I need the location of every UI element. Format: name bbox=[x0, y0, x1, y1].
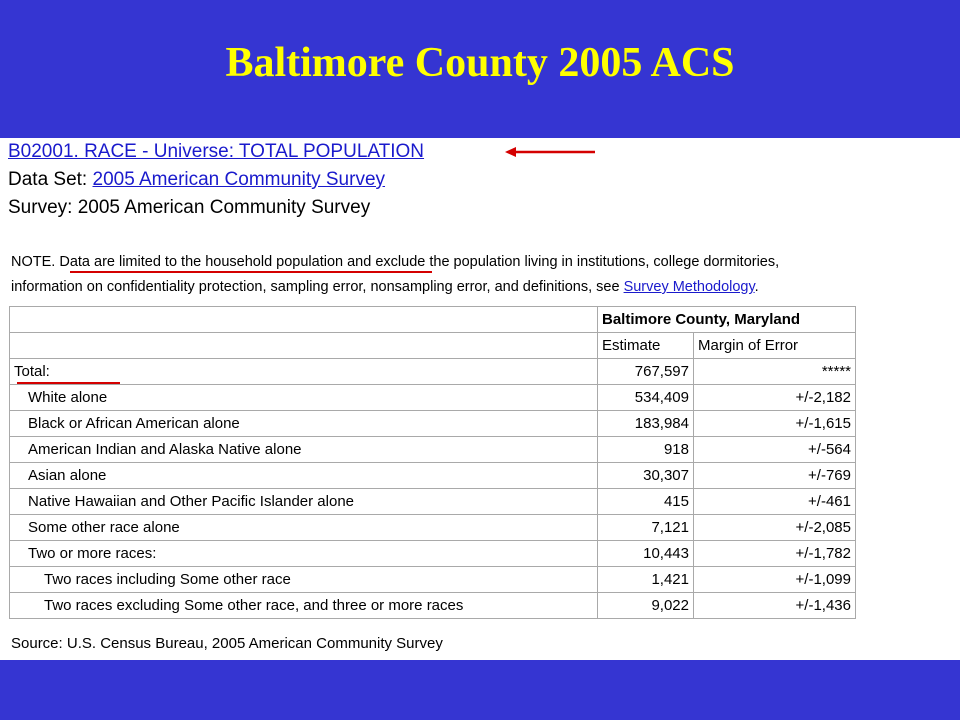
row-moe: +/-1,436 bbox=[694, 593, 856, 619]
row-label: Some other race alone bbox=[10, 515, 598, 541]
row-moe: +/-1,099 bbox=[694, 567, 856, 593]
row-label: Total: bbox=[10, 359, 598, 385]
survey-methodology-link[interactable]: Survey Methodology bbox=[623, 279, 755, 295]
row-estimate: 1,421 bbox=[598, 567, 694, 593]
empty-header-cell bbox=[10, 307, 598, 333]
table-row bbox=[10, 593, 856, 619]
row-label: American Indian and Alaska Native alone bbox=[10, 437, 598, 463]
table-row bbox=[10, 541, 856, 567]
row-estimate: 183,984 bbox=[598, 411, 694, 437]
estimate-header: Estimate bbox=[598, 333, 694, 359]
table-id-link[interactable]: B02001. RACE - Universe: TOTAL POPULATION bbox=[8, 141, 425, 162]
row-estimate: 415 bbox=[598, 489, 694, 515]
note-line-1 bbox=[11, 252, 779, 272]
row-label: Asian alone bbox=[10, 463, 598, 489]
note-text-1: Data are limited to the household population and exclude the population living in institutions, college dormitories, bbox=[59, 254, 780, 270]
empty-header-cell bbox=[10, 333, 598, 359]
table-row bbox=[10, 437, 856, 463]
row-moe: +/-1,615 bbox=[694, 411, 856, 437]
row-estimate: 9,022 bbox=[598, 593, 694, 619]
table-id-line bbox=[8, 140, 424, 164]
slide-title: Baltimore County 2005 ACS bbox=[225, 40, 735, 86]
row-moe: +/-769 bbox=[694, 463, 856, 489]
table-row bbox=[10, 463, 856, 489]
dataset-prefix: Data Set: bbox=[8, 169, 93, 190]
table-header-row bbox=[10, 307, 856, 333]
note-line-2 bbox=[11, 277, 759, 297]
row-label: Two or more races: bbox=[10, 541, 598, 567]
row-label: White alone bbox=[10, 385, 598, 411]
table-row bbox=[10, 515, 856, 541]
table-row bbox=[10, 385, 856, 411]
red-arrow-icon bbox=[505, 142, 597, 162]
row-moe: +/-564 bbox=[694, 437, 856, 463]
note-period: . bbox=[754, 279, 759, 295]
row-estimate: 7,121 bbox=[598, 515, 694, 541]
table-row bbox=[10, 411, 856, 437]
row-estimate: 918 bbox=[598, 437, 694, 463]
moe-header: Margin of Error bbox=[694, 333, 856, 359]
race-table bbox=[9, 306, 856, 619]
row-moe: +/-2,085 bbox=[694, 515, 856, 541]
table-row bbox=[10, 567, 856, 593]
row-estimate: 10,443 bbox=[598, 541, 694, 567]
row-label: Native Hawaiian and Other Pacific Islander alone bbox=[10, 489, 598, 515]
source-line: Source: U.S. Census Bureau, 2005 American Community Survey bbox=[11, 635, 443, 652]
row-moe: +/-2,182 bbox=[694, 385, 856, 411]
row-estimate: 30,307 bbox=[598, 463, 694, 489]
geography-header: Baltimore County, Maryland bbox=[598, 307, 856, 333]
table-subheader-row bbox=[10, 333, 856, 359]
note-text-2: information on confidentiality protection, sampling error, nonsampling error, and definitions, see bbox=[11, 279, 624, 295]
row-label: Two races including Some other race bbox=[10, 567, 598, 593]
row-moe: ***** bbox=[694, 359, 856, 385]
survey-line: Survey: 2005 American Community Survey bbox=[8, 197, 371, 218]
dataset-line bbox=[8, 168, 385, 192]
dataset-link[interactable]: 2005 American Community Survey bbox=[92, 169, 386, 190]
row-estimate: 767,597 bbox=[598, 359, 694, 385]
acs-table-screenshot bbox=[0, 138, 960, 660]
table-row bbox=[10, 359, 856, 385]
row-estimate: 534,409 bbox=[598, 385, 694, 411]
red-underline-total bbox=[17, 382, 120, 384]
row-label: Black or African American alone bbox=[10, 411, 598, 437]
row-label: Two races excluding Some other race, and three or more races bbox=[10, 593, 598, 619]
row-moe: +/-1,782 bbox=[694, 541, 856, 567]
row-moe: +/-461 bbox=[694, 489, 856, 515]
note-prefix: NOTE. bbox=[11, 254, 60, 270]
table-row bbox=[10, 489, 856, 515]
red-underline-household bbox=[70, 271, 432, 273]
